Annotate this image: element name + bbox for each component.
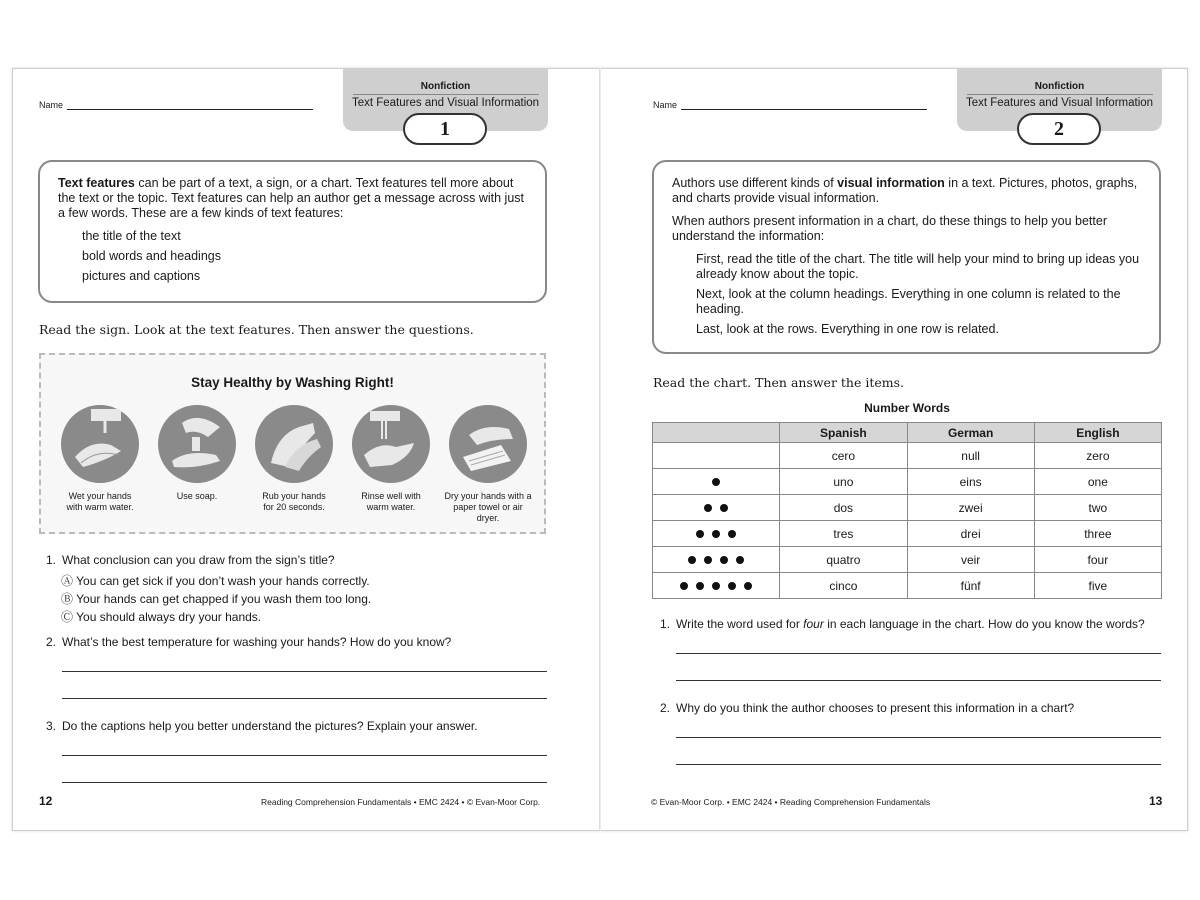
soap-icon xyxy=(158,405,236,483)
table-row xyxy=(653,443,1162,469)
answer-option[interactable]: Ⓒ You should always dry your hands. xyxy=(61,610,262,624)
dot-mark xyxy=(696,530,704,538)
sign-step xyxy=(150,405,244,502)
dots-cell xyxy=(653,547,780,573)
spanish-cell: quatro xyxy=(780,547,907,573)
question-3: 3. Do the captions help you better understand the pictures? Explain your answer. xyxy=(46,719,478,733)
table-row xyxy=(653,495,1162,521)
number-words-table xyxy=(652,422,1162,599)
dot-mark xyxy=(688,556,696,564)
table-header-row xyxy=(653,423,1162,443)
answer-line[interactable] xyxy=(676,764,1161,765)
spanish-cell: dos xyxy=(780,495,907,521)
dot-mark xyxy=(736,556,744,564)
answer-line[interactable] xyxy=(62,698,547,699)
rub-hands-icon xyxy=(255,405,333,483)
tab-category: Nonfiction xyxy=(1034,81,1085,92)
name-label: Name xyxy=(653,100,678,110)
intro-paragraph xyxy=(58,176,527,221)
dots-cell xyxy=(653,573,780,599)
lesson-number: 1 xyxy=(403,113,487,145)
feature-item: the title of the text xyxy=(82,229,181,243)
table-row xyxy=(653,469,1162,495)
answer-line[interactable] xyxy=(676,737,1161,738)
sign-step xyxy=(441,405,535,524)
visual-information-box xyxy=(652,160,1161,354)
intro-paragraph: When authors present information in a chart, do these things to help you better understand the information: xyxy=(672,214,1107,243)
dot-mark xyxy=(744,582,752,590)
english-cell: two xyxy=(1034,495,1161,521)
dots-cell xyxy=(653,443,780,469)
column-header: German xyxy=(907,423,1034,443)
german-cell: fünf xyxy=(907,573,1034,599)
question-2: 2. What’s the best temperature for washing your hands? How do you know? xyxy=(46,635,452,649)
tab-subtitle: Text Features and Visual Information xyxy=(351,97,540,109)
english-cell: zero xyxy=(1034,443,1161,469)
dots-cell xyxy=(653,495,780,521)
answer-line[interactable] xyxy=(62,671,547,672)
column-header: Spanish xyxy=(780,423,907,443)
dot-mark xyxy=(704,504,712,512)
feature-item: bold words and headings xyxy=(82,249,221,263)
question-2: 2. Why do you think the author chooses to present this information in a chart? xyxy=(660,701,1075,715)
dot-mark xyxy=(720,504,728,512)
english-cell: one xyxy=(1034,469,1161,495)
name-label: Name xyxy=(39,100,64,110)
text-features-box xyxy=(38,160,547,303)
question-1: 1. What conclusion can you draw from the sign’s title? xyxy=(46,553,335,567)
sign-step xyxy=(53,405,147,513)
step-caption: Wet your hands with warm water. xyxy=(66,491,134,512)
rinse-hands-icon xyxy=(352,405,430,483)
dot-mark xyxy=(712,478,720,486)
answer-option[interactable]: Ⓐ You can get sick if you don’t wash your hands correctly. xyxy=(61,574,370,588)
chart-step: Last, look at the rows. Everything in one row is related. xyxy=(696,322,999,336)
dot-mark xyxy=(728,530,736,538)
dry-hands-icon xyxy=(449,405,527,483)
intro-term: Text features xyxy=(58,176,135,190)
hand-washing-sign xyxy=(39,353,546,534)
intro-paragraph: Authors use different kinds of visual information in a text. Pictures, photos, graphs, and charts provide visual information. xyxy=(672,176,1138,205)
left-page xyxy=(12,68,599,831)
step-caption: Use soap. xyxy=(176,491,218,501)
page-footer: Reading Comprehension Fundamentals • EMC 2424 • © Evan-Moor Corp. xyxy=(261,797,541,807)
column-header: English xyxy=(1034,423,1161,443)
answer-line[interactable] xyxy=(62,755,547,756)
dot-mark xyxy=(696,582,704,590)
feature-item: pictures and captions xyxy=(82,269,201,283)
step-caption: Dry your hands with a paper towel or air dryer. xyxy=(444,491,532,523)
sign-step xyxy=(247,405,341,513)
spanish-cell: cero xyxy=(780,443,907,469)
english-cell: four xyxy=(1034,547,1161,573)
column-header xyxy=(653,423,780,443)
dot-mark xyxy=(704,556,712,564)
german-cell: drei xyxy=(907,521,1034,547)
page-footer: © Evan-Moor Corp. • EMC 2424 • Reading Comprehension Fundamentals xyxy=(651,797,931,807)
table-row xyxy=(653,573,1162,599)
spanish-cell: cinco xyxy=(780,573,907,599)
german-cell: zwei xyxy=(907,495,1034,521)
intro-text: can be part of a text, a sign, or a chart. Text features tell more about the text or the topic. Text features can help an author get a message across with just a few words. These are a few kinds of text features: xyxy=(58,176,525,220)
english-cell: three xyxy=(1034,521,1161,547)
tab-rule xyxy=(353,94,539,95)
chart-step: First, read the title of the chart. The title will help your mind to bring up ideas you already know about the topic. xyxy=(696,252,1140,281)
lesson-tab xyxy=(343,68,548,140)
sign-step xyxy=(344,405,438,513)
dot-mark xyxy=(680,582,688,590)
question-1: 1. Write the word used for four in each language in the chart. How do you know the words? xyxy=(660,617,1145,631)
dot-mark xyxy=(712,582,720,590)
answer-line[interactable] xyxy=(62,782,547,783)
name-line xyxy=(681,100,927,110)
chart-step: Next, look at the column headings. Everything in one column is related to the heading. xyxy=(696,287,1121,316)
instruction: Read the chart. Then answer the items. xyxy=(653,375,905,390)
tab-category: Nonfiction xyxy=(420,81,471,92)
german-cell: veir xyxy=(907,547,1034,573)
chart-title: Number Words xyxy=(864,401,950,415)
wet-hands-icon xyxy=(61,405,139,483)
dot-mark xyxy=(728,582,736,590)
answer-option[interactable]: Ⓑ Your hands can get chapped if you wash them too long. xyxy=(61,592,372,606)
page-number: 12 xyxy=(39,794,53,808)
spanish-cell: tres xyxy=(780,521,907,547)
dots-cell xyxy=(653,521,780,547)
dot-mark xyxy=(712,530,720,538)
dot-mark xyxy=(720,556,728,564)
page-number: 13 xyxy=(1149,794,1163,808)
name-line xyxy=(67,100,313,110)
step-caption: Rub your hands for 20 seconds. xyxy=(262,491,326,512)
sign-title: Stay Healthy by Washing Right! xyxy=(191,375,394,390)
answer-line[interactable] xyxy=(676,653,1161,654)
tab-rule xyxy=(967,94,1153,95)
name-field xyxy=(39,100,313,110)
lesson-tab xyxy=(957,68,1162,140)
spanish-cell: uno xyxy=(780,469,907,495)
german-cell: null xyxy=(907,443,1034,469)
table-row xyxy=(653,521,1162,547)
instruction: Read the sign. Look at the text features. Then answer the questions. xyxy=(39,322,474,337)
tab-subtitle: Text Features and Visual Information xyxy=(965,97,1154,109)
english-cell: five xyxy=(1034,573,1161,599)
german-cell: eins xyxy=(907,469,1034,495)
lesson-number: 2 xyxy=(1017,113,1101,145)
step-caption: Rinse well with warm water. xyxy=(361,491,421,512)
table-row xyxy=(653,547,1162,573)
answer-line[interactable] xyxy=(676,680,1161,681)
dots-cell xyxy=(653,469,780,495)
name-field xyxy=(653,100,927,110)
